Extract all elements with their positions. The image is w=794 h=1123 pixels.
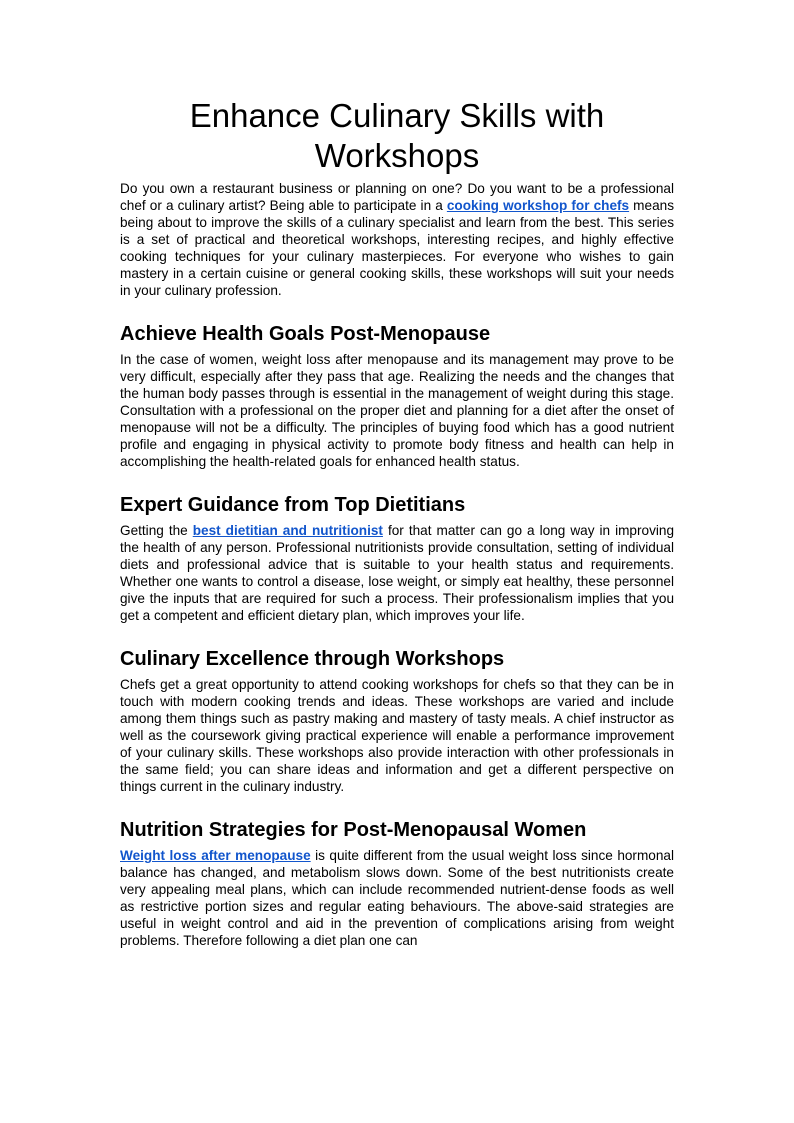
weight-loss-menopause-link[interactable]: Weight loss after menopause [120, 848, 311, 863]
document-title: Enhance Culinary Skills with Workshops [189, 97, 605, 174]
best-dietitian-link[interactable]: best dietitian and nutritionist [192, 523, 383, 538]
section-paragraph-nutrition-strategies [120, 847, 674, 949]
cooking-workshop-link[interactable]: cooking workshop for chefs [446, 198, 630, 213]
section-paragraph-culinary-excellence: Chefs get a great opportunity to attend cooking workshops for chefs so that they can be in touch with modern cooking trends and ideas. These workshops are varied and include among them things such as pastry making and mastery of tasty meals. A chief instructor as well as the coursework giving practical experience will enable a performance improvement of your culinary skills. These workshops also provide interaction with other professionals in the same field; you can share ideas and information and get a different perspective on things current in the culinary industry. [120, 677, 674, 794]
dietitians-text-after-link: for that matter can go a long way in improving the health of any person. Professional nutritionists provide consultation, setting of individual diets and professional advice that is suitable to your health status and requirements. Whether one wants to control a disease, lose weight, or simply eat healthy, these personnel give the inputs that are required for such a process. Their professionalism implies that you get a competent and efficient dietary plan, which improves your life. [120, 523, 675, 623]
section-heading-nutrition-strategies: Nutrition Strategies for Post-Menopausal Women [120, 819, 587, 841]
dietitians-text-before-link: Getting the [120, 523, 193, 538]
section-paragraph-health-goals: In the case of women, weight loss after menopause and its management may prove to be very difficult, especially after they pass that age. Realizing the needs and the changes that the human body passes through is essential in the management of weight during this stage. Consultation with a professional on the proper diet and planning for a diet after the onset of menopause will not be a difficulty. The principles of buying food which has a good nutrient profile and engaging in physical activity to promote body fitness and health can help in accomplishing the health-related goals for enhanced health status. [120, 352, 674, 469]
section-heading-culinary-excellence: Culinary Excellence through Workshops [120, 648, 505, 670]
intro-text-before-link: Do you own a restaurant business or planning on one? Do you want to be a professional chef or a culinary artist? Being able to participate in a [120, 181, 674, 213]
document-page [120, 96, 674, 949]
section-heading-dietitians: Expert Guidance from Top Dietitians [120, 494, 466, 516]
section-heading-health-goals: Achieve Health Goals Post-Menopause [120, 323, 491, 345]
section-paragraph-dietitians [120, 522, 674, 624]
intro-text-after-link: means being about to improve the skills of a culinary specialist and learn from the best. This series is a set of practical and theoretical workshops, interesting recipes, and highly effective cooking techniques for your culinary masterpieces. For everyone who wishes to gain mastery in a certain cuisine or general cooking skills, these workshops will suit your needs in your culinary profession. [120, 198, 674, 298]
nutrition-text-after-link: is quite different from the usual weight loss since hormonal balance has changed, and metabolism slows down. Some of the best nutritionists create very appealing meal plans, which can include recommended nutrient-dense foods as well as restrictive portion sizes and regular eating behaviours. The above-said strategies are useful in weight control and aid in the prevention of complications arising from weight problems. Therefore following a diet plan one can [120, 848, 674, 948]
intro-paragraph [120, 180, 674, 299]
